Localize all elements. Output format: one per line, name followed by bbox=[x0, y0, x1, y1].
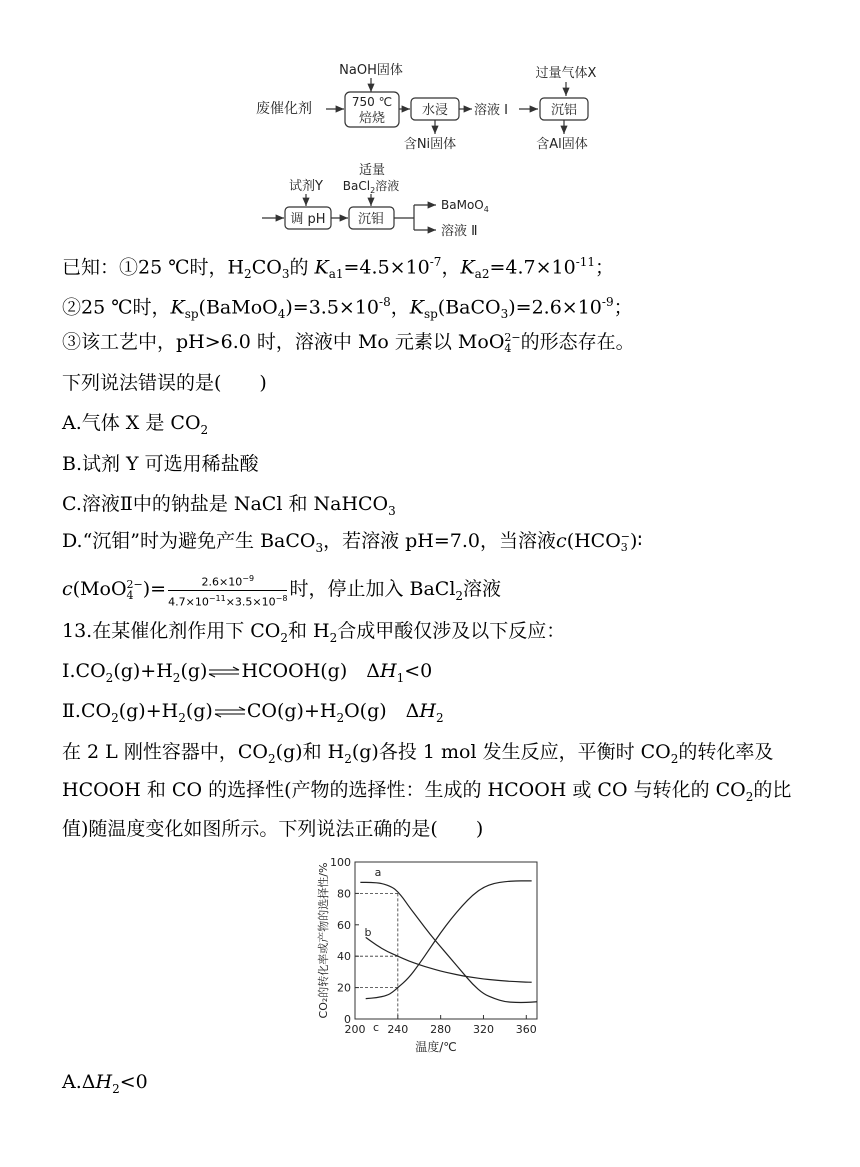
series-a-label: a bbox=[374, 866, 382, 879]
option-c: C.溶液Ⅱ中的钠盐是 NaCl 和 NaHCO$_3$ bbox=[62, 493, 396, 518]
bacl2-amount-label: 适量 bbox=[358, 163, 386, 178]
ratio-fraction: $\frac{2.6\times 10^{-9}}{4.7\times 10^{-11}\times 3.5\times 10^{-8}}$ bbox=[168, 574, 288, 609]
roast-label: 焙烧 bbox=[358, 111, 386, 126]
statement-line-1: 在 2 L 刚性容器中，$CO_2(g)$和 $H_2(g)$各投 1 mol 发生反应，平衡时 $CO_2$的转化率及 bbox=[62, 741, 774, 766]
x-axis-title: 温度/℃ bbox=[415, 1040, 457, 1054]
process-flow-diagram bbox=[0, 0, 860, 245]
y-tick-label: 40 bbox=[337, 950, 351, 964]
reaction-1: $Ⅰ.CO_2(g)+H_2(g)$ HCOOH(g) $\Delta H_1<0$ bbox=[62, 660, 433, 685]
naoh-label: NaOH固体 bbox=[339, 63, 403, 78]
option-a: A.气体 X 是 $CO_2$ bbox=[62, 412, 209, 437]
reagent-y-label: 试剂Y bbox=[289, 179, 323, 194]
y-tick-label: 80 bbox=[337, 887, 351, 901]
roast-temp-label: 750 ℃ bbox=[351, 95, 393, 109]
series-a-line bbox=[360, 882, 537, 1002]
excess-gas-x-label: 过量气体X bbox=[535, 66, 597, 81]
solution-2-label: 溶液 Ⅱ bbox=[441, 224, 478, 239]
solution-1-label: 溶液 Ⅰ bbox=[474, 103, 508, 118]
mo-precip-label: 沉钼 bbox=[357, 212, 385, 227]
final-option-a: $A.\Delta H_2<0$ bbox=[62, 1071, 148, 1096]
waste-catalyst-label: 废催化剂 bbox=[256, 101, 312, 117]
equilibrium-arrow bbox=[207, 665, 241, 679]
bamoo4-label: BaMoO$_4$ bbox=[441, 198, 489, 214]
y-tick-label: 0 bbox=[344, 1013, 351, 1026]
option-d: D.“沉钼”时为避免产生 BaCO$_3$，若溶液 pH=7.0，当溶液c(HCO − 3 )∶ bbox=[62, 530, 643, 555]
known-3: ③该工艺中，pH>6.0 时，溶液中 Mo 元素以 MoO 2− 4 的形态存在。 bbox=[62, 331, 635, 355]
al-solid-label: 含Al固体 bbox=[536, 137, 588, 152]
equilibrium-arrow bbox=[213, 705, 247, 719]
option-d-continued: c(MoO 2− 4 )= $\frac{2.6\times 10^{-9}}{4.7\times 10^{-11}\times 3.5\times 10^{-8}}$ 时，停止加入 BaCl$_2$溶液 bbox=[62, 574, 502, 609]
series-b-label: b bbox=[364, 926, 372, 939]
y-tick-label: 100 bbox=[330, 856, 351, 869]
question-12: 下列说法错误的是( ) bbox=[62, 372, 267, 394]
x-tick-label: 280 bbox=[430, 1023, 452, 1036]
x-tick-label: 320 bbox=[472, 1023, 494, 1036]
water-leach-label: 水浸 bbox=[421, 103, 449, 118]
x-tick-label: 200 bbox=[344, 1023, 366, 1036]
al-precip-label: 沉铝 bbox=[550, 103, 578, 118]
reaction-2: $Ⅱ.CO_2(g)+H_2(g)$ $CO(g)+H_2O(g)$ $\Delta H_2$ bbox=[62, 700, 444, 725]
adjust-ph-label: 调 pH bbox=[290, 212, 326, 227]
known-2: ②25 ℃时，$K_{sp}(BaMoO_4)=3.5\times 10^{-8}$，$K_{sp}(BaCO_3)=2.6\times 10^{-9}$； bbox=[62, 295, 633, 322]
bacl2-label: BaCl$_2$溶液 bbox=[342, 179, 400, 195]
series-c-line bbox=[366, 881, 532, 999]
statement-line-3: 值)随温度变化如图所示。下列说法正确的是( ) bbox=[62, 818, 484, 840]
y-axis-title: CO₂的转化率或产物的选择性/% bbox=[317, 862, 330, 1019]
option-b: B.试剂 Y 可选用稀盐酸 bbox=[62, 453, 259, 475]
question-13: 13.在某催化剂作用下 $CO_2$和 $H_2$合成甲酸仅涉及以下反应： bbox=[62, 620, 566, 645]
plot-frame bbox=[355, 862, 537, 1019]
series-c-label: c bbox=[372, 1021, 380, 1034]
x-tick-label: 240 bbox=[387, 1023, 409, 1036]
known-1: 已知：①25 ℃时，$H_2CO_3$的 $K_{a1}=4.5\times 10^{-7}$，$K_{a2}=4.7\times 10^{-11}$； bbox=[62, 255, 615, 282]
ni-solid-label: 含Ni固体 bbox=[403, 137, 457, 152]
series-b-line bbox=[366, 937, 532, 982]
x-tick-label: 360 bbox=[515, 1023, 537, 1036]
y-tick-label: 20 bbox=[337, 981, 351, 995]
statement-line-2: HCOOH 和 CO 的选择性(产物的选择性：生成的 HCOOH 或 CO 与转化的 $CO_2$的比 bbox=[62, 779, 792, 804]
y-tick-label: 60 bbox=[337, 918, 351, 932]
